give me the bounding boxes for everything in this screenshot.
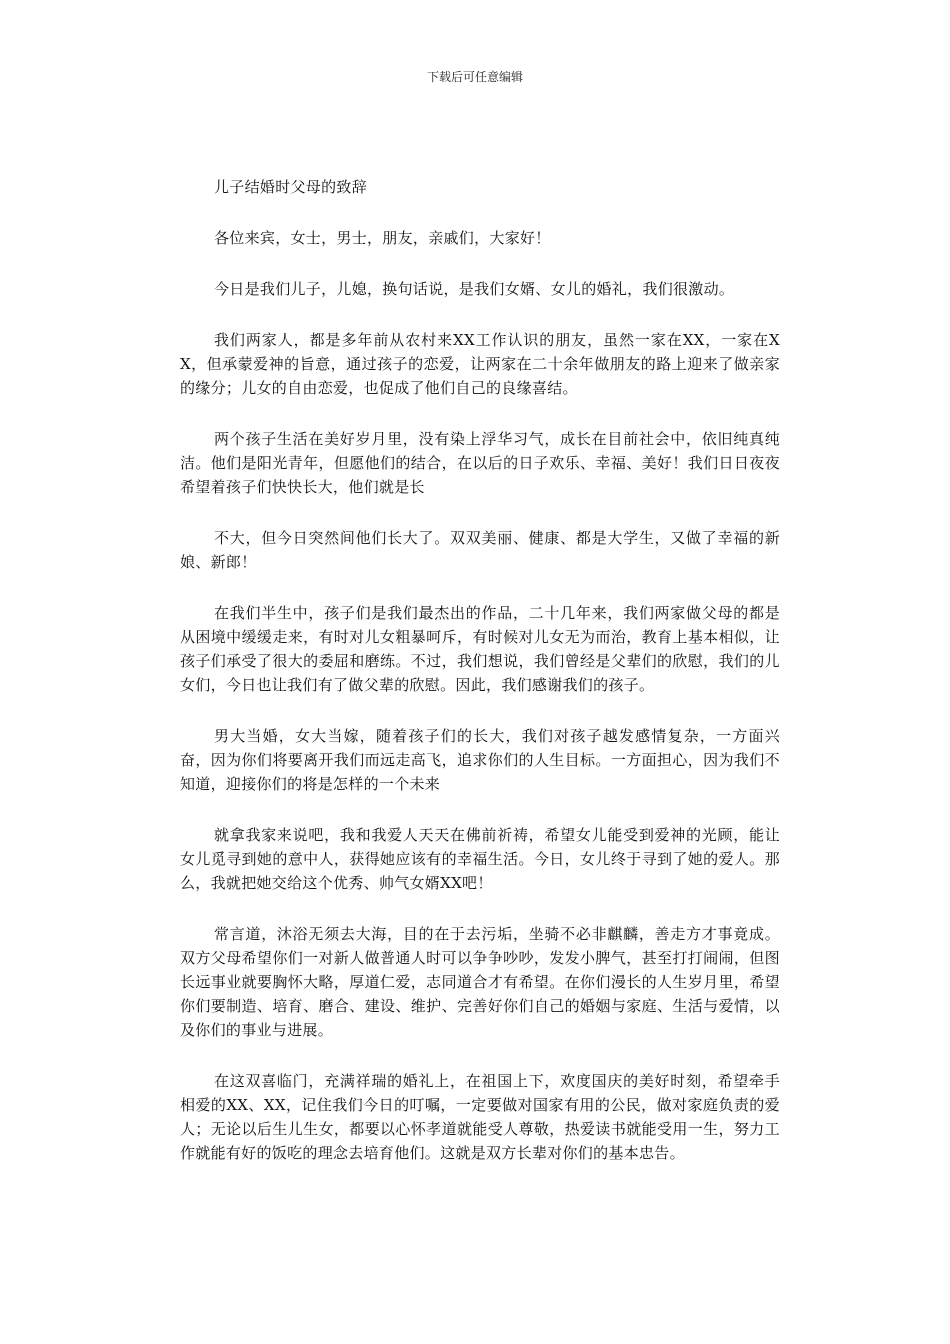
paragraph: 男大当婚，女大当嫁，随着孩子们的长大，我们对孩子越发感情复杂，一方面兴奋，因为你们将要离开我们而远走高飞，追求你们的人生目标。一方面担心，因为我们不知道，迎接你们的将是怎样的一个未来 (180, 727, 780, 793)
paragraph: 常言道，沐浴无须去大海，目的在于去污垢，坐骑不必非麒麟，善走方才事竟成。双方父母希望你们一对新人做普通人时可以争争吵吵，发发小脾气，甚至打打闹闹，但图长远事业就要胸怀大略，厚道仁爱，志同道合才有希望。在你们漫长的人生岁月里，希望你们要制造、培育、磨合、建设、维护、完善好你们自己的婚姻与家庭、生活与爱情，以及你们的事业与进展。 (180, 925, 780, 1039)
paragraph: 在这双喜临门，充满祥瑞的婚礼上，在祖国上下，欢度国庆的美好时刻，希望牵手相爱的XX、XX，记住我们今日的叮嘱，一定要做对国家有用的公民，做对家庭负责的爱人；无论以后生儿生女，都要以心怀孝道就能受人尊敬，热爱读书就能受用一生，努力工作就能有好的饭吃的理念去培育他们。这就是双方长辈对你们的基本忠告。 (180, 1072, 780, 1162)
paragraph: 不大，但今日突然间他们长大了。双双美丽、健康、都是大学生，又做了幸福的新娘、新郎！ (180, 529, 780, 571)
paragraph: 在我们半生中，孩子们是我们最杰出的作品，二十几年来，我们两家做父母的都是从困境中缓缓走来，有时对儿女粗暴呵斥，有时候对儿女无为而治，教育上基本相似，让孩子们承受了很大的委屈和磨练。不过，我们想说，我们曾经是父辈们的欣慰，我们的儿女们，今日也让我们有了做父辈的欣慰。因此，我们感谢我们的孩子。 (180, 604, 780, 694)
document-title: 儿子结婚时父母的致辞 (214, 178, 368, 196)
paragraph-greeting: 各位来宾，女士，男士，朋友，亲戚们，大家好！ (214, 229, 551, 247)
paragraph: 就拿我家来说吧，我和我爱人天天在佛前祈祷，希望女儿能受到爱神的光顾，能让女儿觅寻到她的意中人，获得她应该有的幸福生活。今日，女儿终于寻到了她的爱人。那么，我就把她交给这个优秀、帅气女婿XX吧！ (180, 826, 780, 892)
document-body (180, 175, 780, 1192)
page-header: 下载后可任意编辑 (426, 70, 523, 84)
paragraph: 我们两家人，都是多年前从农村来XX工作认识的朋友，虽然一家在XX，一家在XX，但承蒙爱神的旨意，通过孩子的恋爱，让两家在二十余年做朋友的路上迎来了做亲家的缘分；儿女的自由恋爱，也促成了他们自己的良缘喜结。 (180, 331, 780, 397)
paragraph: 两个孩子生活在美好岁月里，没有染上浮华习气，成长在目前社会中，依旧纯真纯洁。他们是阳光青年，但愿他们的结合，在以后的日子欢乐、幸福、美好！我们日日夜夜希望着孩子们快快长大，他们就是长 (180, 430, 780, 496)
paragraph: 今日是我们儿子，儿媳，换句话说，是我们女婿、女儿的婚礼，我们很激动。 (214, 280, 735, 298)
